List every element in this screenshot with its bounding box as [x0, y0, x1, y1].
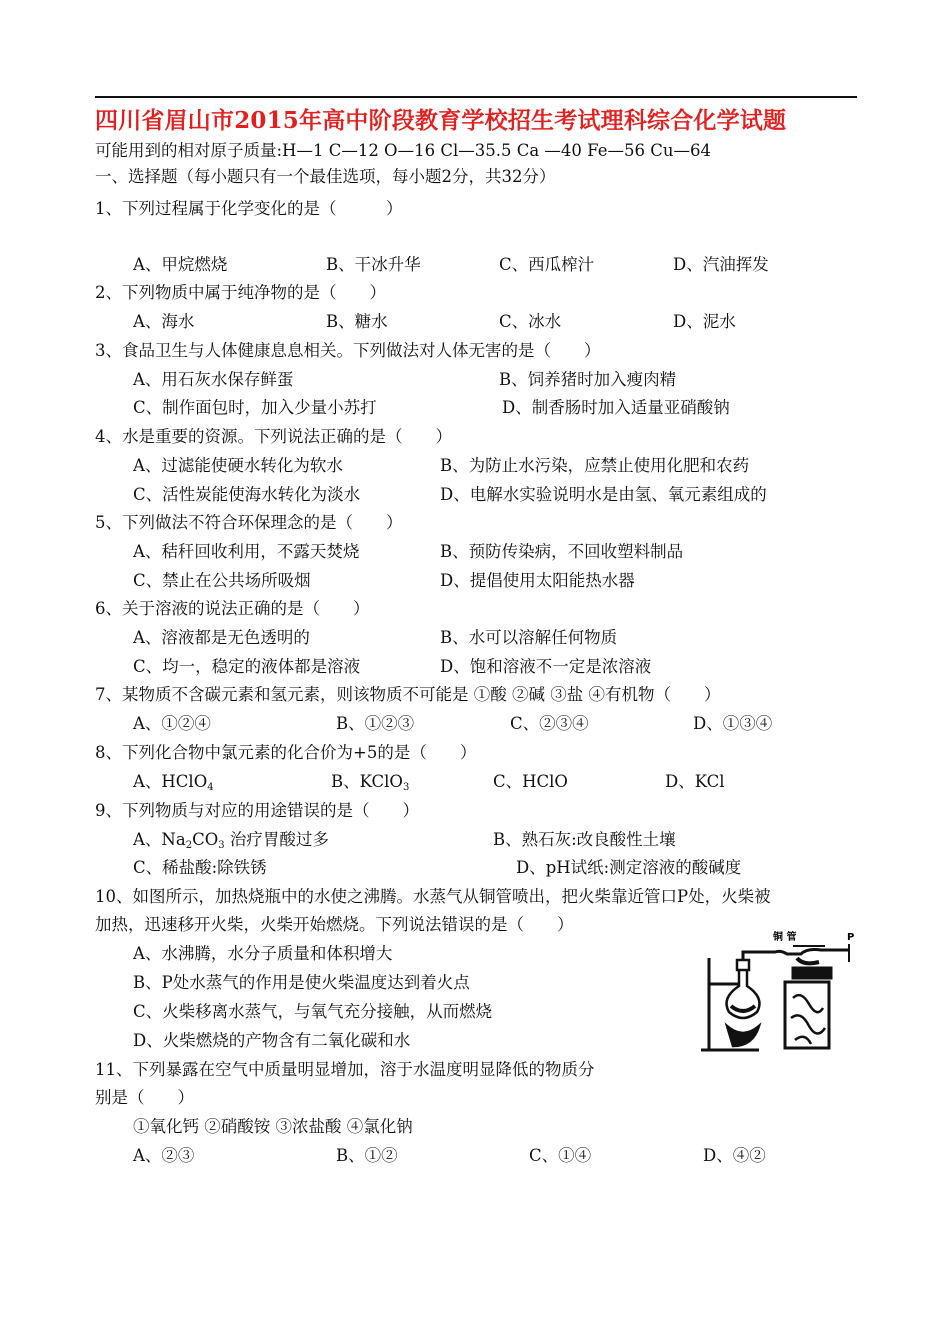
figure-label-p: P: [847, 932, 855, 943]
q2-option-c: C、冰水: [499, 312, 562, 331]
q11-option-c: C、①④: [529, 1146, 592, 1165]
q4-option-d: D、电解水实验说明水是由氢、氧元素组成的: [440, 485, 767, 504]
page-title: 四川省眉山市2015年高中阶段教育学校招生考试理科综合化学试题: [95, 107, 787, 134]
q1-option-c: C、西瓜榨汁: [499, 255, 595, 274]
q7-option-c: C、②③④: [510, 714, 589, 733]
q10-option-b: B、P处水蒸气的作用是使火柴温度达到着火点: [133, 973, 470, 992]
q5-option-b: B、预防传染病，不回收塑料制品: [440, 542, 684, 561]
q11-option-a: A、②③: [133, 1146, 195, 1165]
q3-stem: 3、食品卫生与人体健康息息相关。下列做法对人体无害的是（ ）: [95, 341, 601, 360]
q11-option-d: D、④②: [703, 1146, 766, 1165]
q1-stem: 1、下列过程属于化学变化的是（ ）: [95, 199, 403, 218]
apparatus-figure: [697, 928, 857, 1058]
q3-option-b: B、饲养猪时加入瘦肉精: [499, 370, 677, 389]
q1-option-d: D、汽油挥发: [673, 255, 769, 274]
q11-items: ①氧化钙 ②硝酸铵 ③浓盐酸 ④氯化钠: [133, 1117, 413, 1136]
q8-option-c: C、HClO: [493, 772, 568, 791]
q5-option-c: C、禁止在公共场所吸烟: [133, 571, 311, 590]
q3-option-a: A、用石灰水保存鲜蛋: [133, 370, 294, 389]
q10-stem-line1: 10、如图所示，加热烧瓶中的水使之沸腾。水蒸气从铜管喷出，把火柴靠近管口P处，火柴被: [95, 887, 771, 906]
q4-option-b: B、为防止水污染，应禁止使用化肥和农药: [440, 456, 750, 475]
q4-option-c: C、活性炭能使海水转化为淡水: [133, 485, 361, 504]
figure-label-copper-tube: 铜 管: [773, 932, 797, 943]
heated-block: [785, 968, 831, 1048]
q2-option-d: D、泥水: [673, 312, 736, 331]
q8-option-d: D、KCl: [665, 772, 725, 791]
flask: [727, 960, 760, 1046]
q3-option-d: D、制香肠时加入适量亚硝酸钠: [502, 398, 730, 417]
q7-stem: 7、某物质不含碳元素和氢元素，则该物质不可能是 ①酸 ②碱 ③盐 ④有机物（ ）: [95, 685, 721, 704]
q2-option-a: A、海水: [133, 312, 195, 331]
q11-stem-line2: 别是（ ）: [95, 1088, 194, 1107]
q7-option-a: A、①②④: [133, 714, 211, 733]
q8-option-a: A、HClO$_4$: [133, 772, 214, 793]
q6-stem: 6、关于溶液的说法正确的是（ ）: [95, 599, 370, 618]
q9-option-a: A、$Na_2CO_3$ 治疗胃酸过多: [133, 830, 329, 851]
copper-tube: [743, 946, 849, 963]
q6-option-a: A、溶液都是无色透明的: [133, 628, 310, 647]
q4-option-a: A、过滤能使硬水转化为软水: [133, 456, 343, 475]
q5-option-a: A、秸秆回收利用，不露天焚烧: [133, 542, 360, 561]
q11-stem-line1: 11、下列暴露在空气中质量明显增加，溶于水温度明显降低的物质分: [95, 1060, 595, 1079]
q7-option-d: D、①③④: [693, 714, 773, 733]
q8-stem: 8、下列化合物中氯元素的化合价为+5的是（ ）: [95, 743, 477, 762]
q1-option-b: B、干冰升华: [326, 255, 421, 274]
q5-stem: 5、下列做法不符合环保理念的是（ ）: [95, 513, 403, 532]
q6-option-b: B、水可以溶解任何物质: [440, 628, 618, 647]
atomic-masses: 可能用到的相对原子质量:H—1 C—12 O—16 Cl—35.5 Ca —40 Fe—56 Cu—64: [95, 141, 711, 160]
q9-option-d: D、pH试纸:测定溶液的酸碱度: [516, 858, 742, 877]
q2-stem: 2、下列物质中属于纯净物的是（ ）: [95, 283, 386, 302]
q8-option-b: B、KClO$_3$: [331, 772, 410, 793]
q9-stem: 9、下列物质与对应的用途错误的是（ ）: [95, 801, 419, 820]
q2-option-b: B、糖水: [326, 312, 388, 331]
q10-stem-line2: 加热，迅速移开火柴，火柴开始燃烧。下列说法错误的是（ ）: [95, 915, 574, 934]
q4-stem: 4、水是重要的资源。下列说法正确的是（ ）: [95, 427, 452, 446]
header-rule: [95, 96, 857, 98]
q6-option-d: D、饱和溶液不一定是浓溶液: [440, 657, 652, 676]
q1-option-a: A、甲烷燃烧: [133, 255, 228, 274]
q7-option-b: B、①②③: [336, 714, 415, 733]
q6-option-c: C、均一，稳定的液体都是溶液: [133, 657, 361, 676]
q10-option-c: C、火柴移离水蒸气，与氧气充分接触，从而燃烧: [133, 1002, 493, 1021]
q10-option-a: A、水沸腾，水分子质量和体积增大: [133, 944, 393, 963]
section-heading: 一、选择题（每小题只有一个最佳选项，每小题2分，共32分）: [95, 167, 556, 186]
q11-option-b: B、①②: [336, 1146, 398, 1165]
q9-option-b: B、熟石灰:改良酸性土壤: [493, 830, 676, 849]
q9-option-c: C、稀盐酸:除铁锈: [133, 858, 267, 877]
q5-option-d: D、提倡使用太阳能热水器: [440, 571, 635, 590]
q10-option-d: D、火柴燃烧的产物含有二氧化碳和水: [133, 1031, 411, 1050]
q3-option-c: C、制作面包时，加入少量小苏打: [133, 398, 377, 417]
